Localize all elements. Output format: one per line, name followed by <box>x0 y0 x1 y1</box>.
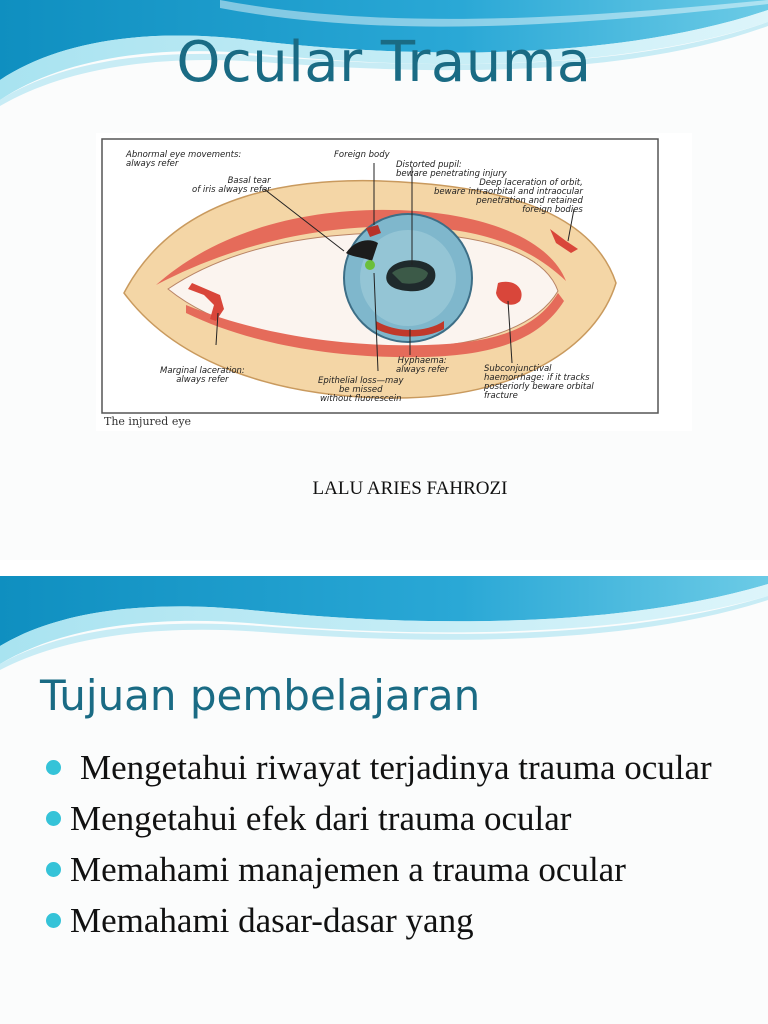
label-epithelial-loss: Epithelial loss—may be missed without fluorescein <box>318 376 404 404</box>
list-item-text: Mengetahui riwayat terjadinya trauma ocular <box>80 748 712 787</box>
injured-eye-figure <box>96 133 692 431</box>
objectives-slide <box>0 576 768 1024</box>
author-name: LALU ARIES FAHROZI <box>312 478 508 499</box>
list-item-text: Memahami dasar-dasar yang <box>70 901 474 940</box>
label-subconjunctival: Subconjunctival haemorrhage: if it tracks posteriorly beware orbital fracture <box>484 364 594 401</box>
label-abnormal-movements: Abnormal eye movements: always refer <box>126 150 242 169</box>
bullet-icon <box>46 862 61 877</box>
bullet-icon <box>46 913 61 928</box>
figure-caption: The injured eye <box>104 415 192 428</box>
slide-separator <box>0 560 768 576</box>
list-item-text: Memahami manajemen a trauma ocular <box>70 850 626 889</box>
header-wave-decoration <box>0 576 768 676</box>
bullet-icon <box>46 811 61 826</box>
label-marginal-laceration: Marginal laceration: always refer <box>160 366 245 385</box>
list-item <box>46 899 746 942</box>
objectives-list <box>46 746 746 950</box>
label-distorted-pupil: Distorted pupil: beware penetrating injury <box>396 160 507 179</box>
slide-title: Ocular Trauma <box>176 30 592 95</box>
list-item <box>46 797 746 840</box>
bullet-icon <box>46 760 61 775</box>
label-deep-laceration: Deep laceration of orbit, beware intraorbital and intraocular penetration and retained foreign bodies <box>434 178 583 215</box>
label-hyphaema: Hyphaema: always refer <box>396 356 449 375</box>
label-foreign-body: Foreign body <box>334 150 390 160</box>
label-basal-tear: Basal tear of iris always refer <box>192 176 271 195</box>
list-item <box>46 848 746 891</box>
list-item <box>46 746 746 789</box>
slide-title: Tujuan pembelajaran <box>40 671 481 720</box>
list-item-text: Mengetahui efek dari trauma ocular <box>70 799 572 838</box>
